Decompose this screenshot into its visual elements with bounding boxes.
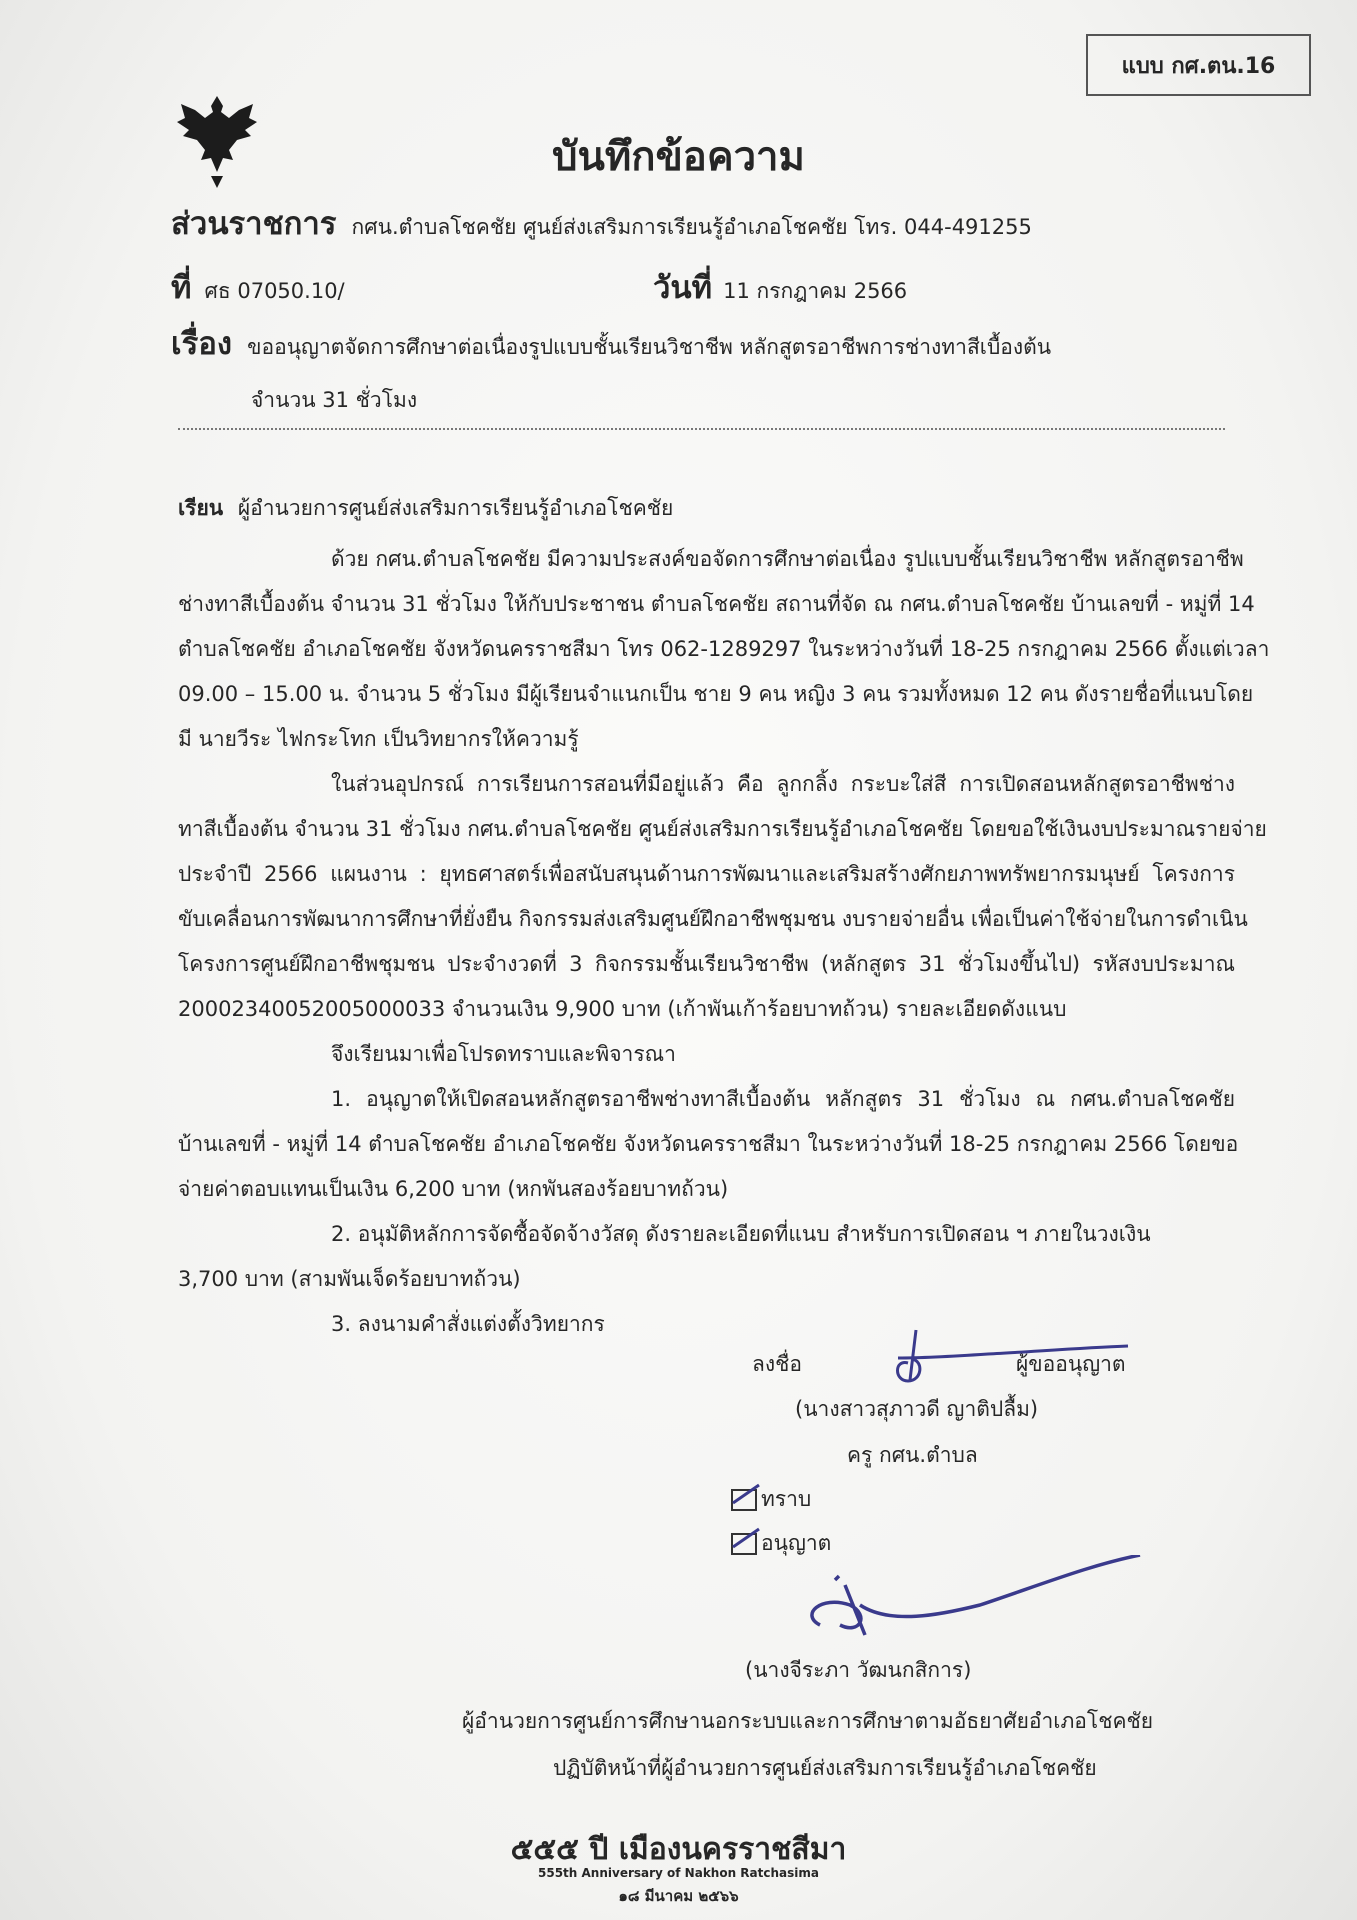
body-line: ด้วย กศน.ตำบลโชคชัย มีความประสงค์ขอจัดการศึกษาต่อเนื่อง รูปแบบชั้นเรียนวิชาชีพ หลักสูตรอาชีพ	[331, 547, 1244, 571]
requester-role: ผู้ขออนุญาต	[1016, 1352, 1126, 1376]
ref-row	[171, 262, 345, 312]
director-signature-icon	[790, 1555, 1150, 1655]
subject-value-line2: จำนวน 31 ชั่วโมง	[251, 388, 418, 412]
body-line: ในส่วนอุปกรณ์ การเรียนการสอนที่มีอยู่แล้ว คือ ลูกกลิ้ง กระบะใส่สี การเปิดสอนหลักสูตรอาชีพช่าง	[331, 772, 1235, 796]
sign-label: ลงชื่อ	[752, 1352, 802, 1376]
director-name: (นางจีระภา วัฒนกสิการ)	[745, 1658, 972, 1682]
agency-value: กศน.ตำบลโชคชัย ศูนย์ส่งเสริมการเรียนรู้อำเภอโชคชัย โทร. 044-491255	[351, 215, 1032, 239]
director-position-line2: ปฏิบัติหน้าที่ผู้อำนวยการศูนย์ส่งเสริมการเรียนรู้อำเภอโชคชัย	[553, 1756, 1097, 1780]
acknowledge-checkbox[interactable]	[731, 1489, 757, 1511]
body-line: 1. อนุญาตให้เปิดสอนหลักสูตรอาชีพช่างทาสีเบื้องต้น หลักสูตร 31 ชั่วโมง ณ กศน.ตำบลโชคชัย	[331, 1087, 1235, 1111]
subject-label: เรื่อง	[171, 326, 233, 362]
date-label: วันที่	[653, 270, 713, 306]
body-line: 09.00 – 15.00 น. จำนวน 5 ชั่วโมง มีผู้เรียนจำแนกเป็น ชาย 9 คน หญิง 3 คน รวมทั้งหมด 12 คน ดังรายชื่อที่แนบโดย	[178, 682, 1254, 706]
acknowledge-label: ทราบ	[761, 1487, 812, 1511]
requester-position: ครู กศน.ตำบล	[847, 1443, 978, 1467]
approve-label: อนุญาต	[761, 1531, 832, 1555]
acknowledge-option[interactable]	[731, 1483, 811, 1516]
body-line: 3,700 บาท (สามพันเจ็ดร้อยบาทถ้วน)	[178, 1267, 521, 1291]
ref-value: ศธ 07050.10/	[204, 279, 345, 303]
body-line: 2. อนุมัติหลักการจัดซื้อจัดจ้างวัสดุ ดังรายละเอียดที่แนบ สำหรับการเปิดสอน ฯ ภายในวงเงิน	[331, 1222, 1151, 1246]
body-line: 20002340052005000033 จำนวนเงิน 9,900 บาท (เก้าพันเก้าร้อยบาทถ้วน) รายละเอียดดังแนบ	[178, 997, 1067, 1021]
body-line: มี นายวีระ ไฟกระโทก เป็นวิทยากรให้ความรู้	[178, 727, 579, 751]
form-code: แบบ กศ.ตน.16	[1121, 53, 1276, 79]
body-line: จึงเรียนมาเพื่อโปรดทราบและพิจารณา	[331, 1042, 676, 1066]
requester-name: (นางสาวสุภาวดี ญาติปลื้ม)	[795, 1397, 1039, 1421]
form-code-box	[1086, 34, 1311, 96]
body-line: ทาสีเบื้องต้น จำนวน 31 ชั่วโมง กศน.ตำบลโชคชัย ศูนย์ส่งเสริมการเรียนรู้อำเภอโชคชัย โดยขอใช้เงินงบประมาณรายจ่าย	[178, 817, 1267, 841]
ref-label: ที่	[171, 270, 192, 306]
page-title: บันทึกข้อความ	[552, 134, 805, 180]
to-value: ผู้อำนวยการศูนย์ส่งเสริมการเรียนรู้อำเภอโชคชัย	[237, 496, 674, 520]
subject-row	[171, 318, 1051, 368]
body-line: บ้านเลขที่ - หมู่ที่ 14 ตำบลโชคชัย อำเภอโชคชัย จังหวัดนครราชสีมา ในระหว่างวันที่ 18-25 กรกฎาคม 2566 โดยขอ	[178, 1132, 1239, 1156]
body-line: จ่ายค่าตอบแทนเป็นเงิน 6,200 บาท (หกพันสองร้อยบาทถ้วน)	[178, 1177, 729, 1201]
date-value: 11 กรกฎาคม 2566	[723, 279, 908, 303]
approve-checkbox[interactable]	[731, 1533, 757, 1555]
anniversary-logo-subtitle: 555th Anniversary of Nakhon Ratchasima	[538, 1866, 819, 1880]
agency-row	[171, 198, 1032, 248]
anniversary-logo-date: ๑๘ มีนาคม ๒๕๖๖	[618, 1887, 739, 1905]
body-line: ช่างทาสีเบื้องต้น จำนวน 31 ชั่วโมง ให้กับประชาชน ตำบลโชคชัย สถานที่จัด ณ กศน.ตำบลโชคชัย บ้านเลขที่ - หมู่ที่ 14	[178, 592, 1255, 616]
date-row	[653, 262, 907, 312]
subject-value: ขออนุญาตจัดการศึกษาต่อเนื่องรูปแบบชั้นเรียนวิชาชีพ หลักสูตรอาชีพการช่างทาสีเบื้องต้น	[247, 335, 1052, 359]
header-divider	[178, 428, 1225, 430]
anniversary-logo-title: ๕๕๕ ปี เมืองนครราชสีมา	[510, 1832, 847, 1867]
body-line: 3. ลงนามคำสั่งแต่งตั้งวิทยากร	[331, 1312, 605, 1336]
director-position-line1: ผู้อำนวยการศูนย์การศึกษานอกระบบและการศึกษาตามอัธยาศัยอำเภอโชคชัย	[462, 1709, 1154, 1733]
salutation	[178, 492, 673, 525]
agency-label: ส่วนราชการ	[171, 206, 337, 242]
to-label: เรียน	[178, 496, 224, 520]
body-line: ขับเคลื่อนการพัฒนาการศึกษาที่ยั่งยืน กิจกรรมส่งเสริมศูนย์ฝึกอาชีพชุมชน งบรายจ่ายอื่น เพื่อเป็นค่าใช้จ่ายในการดำเนิน	[178, 907, 1248, 931]
body-line: ตำบลโชคชัย อำเภอโชคชัย จังหวัดนครราชสีมา โทร 062-1289297 ในระหว่างวันที่ 18-25 กรกฎาคม 2566 ตั้งแต่เวลา	[178, 637, 1270, 661]
body-line: โครงการศูนย์ฝึกอาชีพชุมชน ประจำงวดที่ 3 กิจกรรมชั้นเรียนวิชาชีพ (หลักสูตร 31 ชั่วโมงขึ้นไป) รหัสงบประมาณ	[178, 952, 1235, 976]
body-line: ประจำปี 2566 แผนงาน : ยุทธศาสตร์เพื่อสนับสนุนด้านการพัฒนาและเสริมสร้างศักยภาพทรัพยากรมนุษย์ โครงการ	[178, 862, 1235, 886]
